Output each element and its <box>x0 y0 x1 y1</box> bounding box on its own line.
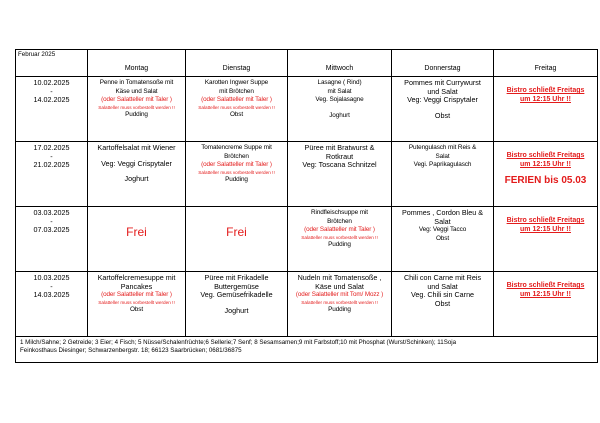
preorder-note: Salatteller muss vorbestellt werden !! <box>98 104 175 110</box>
date-sep: - <box>50 281 53 291</box>
day-header-monday: Montag <box>88 50 186 77</box>
meal-line: mit Salat <box>327 87 352 95</box>
meal-line: Brötchen <box>224 152 249 160</box>
date-to: 14.03.2025 <box>33 290 70 300</box>
meal-friday <box>494 77 598 142</box>
meal-line: Käse und Salat <box>315 281 364 291</box>
meal-thursday <box>392 142 494 207</box>
meal-monday <box>88 272 186 337</box>
meal-wednesday <box>288 207 392 272</box>
meal-friday <box>494 272 598 337</box>
meal-line: Pancakes <box>120 281 153 291</box>
salad-option: (oder Salatteller mit Taler ) <box>201 161 272 169</box>
caterer-address: Feinkosthaus Diesinger; Schwarzenbergstr. 18; 66123 Saarbrücken; 0681/36875 <box>20 347 242 354</box>
bistro-notice-line: um 12:15 Uhr !! <box>520 96 571 103</box>
meal-wednesday <box>288 272 392 337</box>
dessert: Joghurt <box>224 305 249 315</box>
dessert: Pudding <box>125 110 148 118</box>
meal-line: Salat <box>434 216 451 226</box>
date-from: 17.02.2025 <box>33 143 70 152</box>
dessert: Pudding <box>328 305 351 313</box>
dessert: Pudding <box>328 240 351 248</box>
preorder-note: Salatteller muss vorbestellt werden !! <box>301 234 378 240</box>
meal-thursday <box>392 272 494 337</box>
preorder-note: Salatteller muss vorbestellt werden !! <box>301 299 378 305</box>
date-from: 10.02.2025 <box>33 78 70 87</box>
meal-line: mit Brötchen <box>219 87 254 95</box>
footer-row <box>16 337 598 363</box>
bistro-notice <box>496 151 595 169</box>
dessert: Obst <box>434 298 451 308</box>
salad-option: (oder Salatteller mit Taler ) <box>201 96 272 104</box>
meal-line: Pommes mit Currywurst <box>404 78 481 87</box>
meal-line: Putengulasch mit Reis & <box>408 144 477 151</box>
month-label: Februar 2025 <box>16 50 88 77</box>
week-dates <box>16 272 88 337</box>
date-to: 14.02.2025 <box>33 95 70 105</box>
meal-line: Rindfleischsuppe mit <box>311 209 368 216</box>
meal-tuesday <box>186 142 288 207</box>
week-row <box>16 207 598 272</box>
meal-line: Nudeln mit Tomatensoße , <box>297 273 382 282</box>
preorder-note: Salatteller muss vorbestellt werden !! <box>198 104 275 110</box>
meal-line: Püree mit Frikadelle <box>204 273 269 282</box>
meal-tuesday <box>186 272 288 337</box>
meal-wednesday <box>288 142 392 207</box>
day-header-wednesday: Mittwoch <box>288 50 392 77</box>
meal-tuesday <box>186 207 288 272</box>
meal-line: Kartoffelsalat mit Wiener <box>97 143 176 152</box>
dessert: Obst <box>229 110 244 118</box>
week-row <box>16 142 598 207</box>
footer <box>16 337 598 363</box>
dessert: Pudding <box>225 175 248 183</box>
meal-thursday <box>392 207 494 272</box>
salad-option: (oder Salatteller mit Taler ) <box>101 96 172 104</box>
meal-line: Pommes , Cordon Bleu & <box>401 208 484 217</box>
week-row <box>16 77 598 142</box>
meal-line: Veg: Toscana Schnitzel <box>302 160 377 170</box>
holiday-notice: FERIEN bis 05.03 <box>504 175 587 186</box>
bistro-notice-line: Bistro schließt Freitags <box>506 152 585 159</box>
meal-monday <box>88 142 186 207</box>
bistro-notice-line: um 12:15 Uhr !! <box>520 161 571 168</box>
meal-line: Veg. Chili sin Carne <box>410 290 475 300</box>
bistro-notice-line: um 12:15 Uhr !! <box>520 226 571 233</box>
meal-friday <box>494 207 598 272</box>
meal-line: Veg: Veggi Crispytaler <box>407 95 478 105</box>
meal-tuesday <box>186 77 288 142</box>
meal-line: Lasagne ( Rind) <box>317 79 362 86</box>
date-sep: - <box>50 216 53 226</box>
meal-line: Tomatencreme Suppe mit <box>201 144 272 151</box>
meal-line: und Salat <box>427 281 458 291</box>
dessert: Obst <box>435 234 450 242</box>
date-from: 03.03.2025 <box>33 208 70 217</box>
date-sep: - <box>50 86 53 96</box>
date-to: 21.02.2025 <box>33 160 70 170</box>
meal-line: Buttergemüse <box>214 281 259 291</box>
meal-line: und Salat <box>427 86 458 96</box>
meal-line: Veg. Sojalasagne <box>315 96 364 104</box>
dessert: Obst <box>129 305 144 313</box>
menu-table <box>15 49 598 363</box>
bistro-notice-line: um 12:15 Uhr !! <box>520 291 571 298</box>
preorder-note: Salatteller muss vorbestellt werden !! <box>198 169 275 175</box>
bistro-notice-line: Bistro schließt Freitags <box>506 87 585 94</box>
bistro-notice <box>496 216 595 234</box>
dessert: Obst <box>434 110 451 120</box>
date-to: 07.03.2025 <box>33 225 70 235</box>
week-dates <box>16 77 88 142</box>
meal-thursday <box>392 77 494 142</box>
week-dates <box>16 142 88 207</box>
allergen-legend: 1 Milch/Sahne; 2 Getreide; 3 Eier; 4 Fisch; 5 Nüsse/Schalenfrüchte;6 Sellerie;7 Senf; 8 Sesamsamen;9 mit Farbstoff;10 mit Phosphat (Wurst/Schinken); 11Soja <box>20 339 457 346</box>
closed-label: Frei <box>226 225 247 239</box>
meal-monday <box>88 207 186 272</box>
meal-friday <box>494 142 598 207</box>
dessert: Joghurt <box>329 111 350 119</box>
day-header-thursday: Donnerstag <box>392 50 494 77</box>
meal-line: Püree mit Bratwurst & <box>304 143 375 152</box>
salad-option: (oder Salatteller mit Tom/ Mozz ) <box>295 291 384 299</box>
salad-option: (oder Salatteller mit Taler ) <box>304 226 375 234</box>
day-header-tuesday: Dienstag <box>186 50 288 77</box>
bistro-notice-line: Bistro schließt Freitags <box>506 282 585 289</box>
day-header-friday: Freitag <box>494 50 598 77</box>
meal-line: Kartoffelcremesuppe mit <box>97 273 176 282</box>
preorder-note: Salatteller muss vorbestellt werden !! <box>98 299 175 305</box>
meal-line: Penne in Tomatensoße mit <box>99 79 174 86</box>
header-row <box>16 50 598 77</box>
week-dates <box>16 207 88 272</box>
meal-line: Rotkraut <box>325 151 354 161</box>
meal-line: Karotten Ingwer Suppe <box>204 79 269 86</box>
meal-monday <box>88 77 186 142</box>
meal-line: Käse und Salat <box>115 87 158 95</box>
meal-line: Salat <box>435 152 450 160</box>
salad-option: (oder Salatteller mit Taler ) <box>101 291 172 299</box>
meal-line: Veg: Veggi Crispytaler <box>101 158 172 168</box>
dessert: Joghurt <box>124 174 149 184</box>
date-sep: - <box>50 151 53 161</box>
meal-line: Chili con Carne mit Reis <box>403 273 482 282</box>
date-from: 10.03.2025 <box>33 273 70 282</box>
meal-line: Veg. Gemüsefrikadelle <box>200 290 273 300</box>
meal-line: Brötchen <box>327 217 352 225</box>
bistro-notice <box>496 281 595 299</box>
week-row <box>16 272 598 337</box>
bistro-notice <box>496 86 595 104</box>
meal-line: Veg: Veggi Tacco <box>418 226 467 234</box>
bistro-notice-line: Bistro schließt Freitags <box>506 217 585 224</box>
closed-label: Frei <box>126 225 147 239</box>
meal-line: Vegi. Paprikagulasch <box>413 161 472 169</box>
meal-wednesday <box>288 77 392 142</box>
